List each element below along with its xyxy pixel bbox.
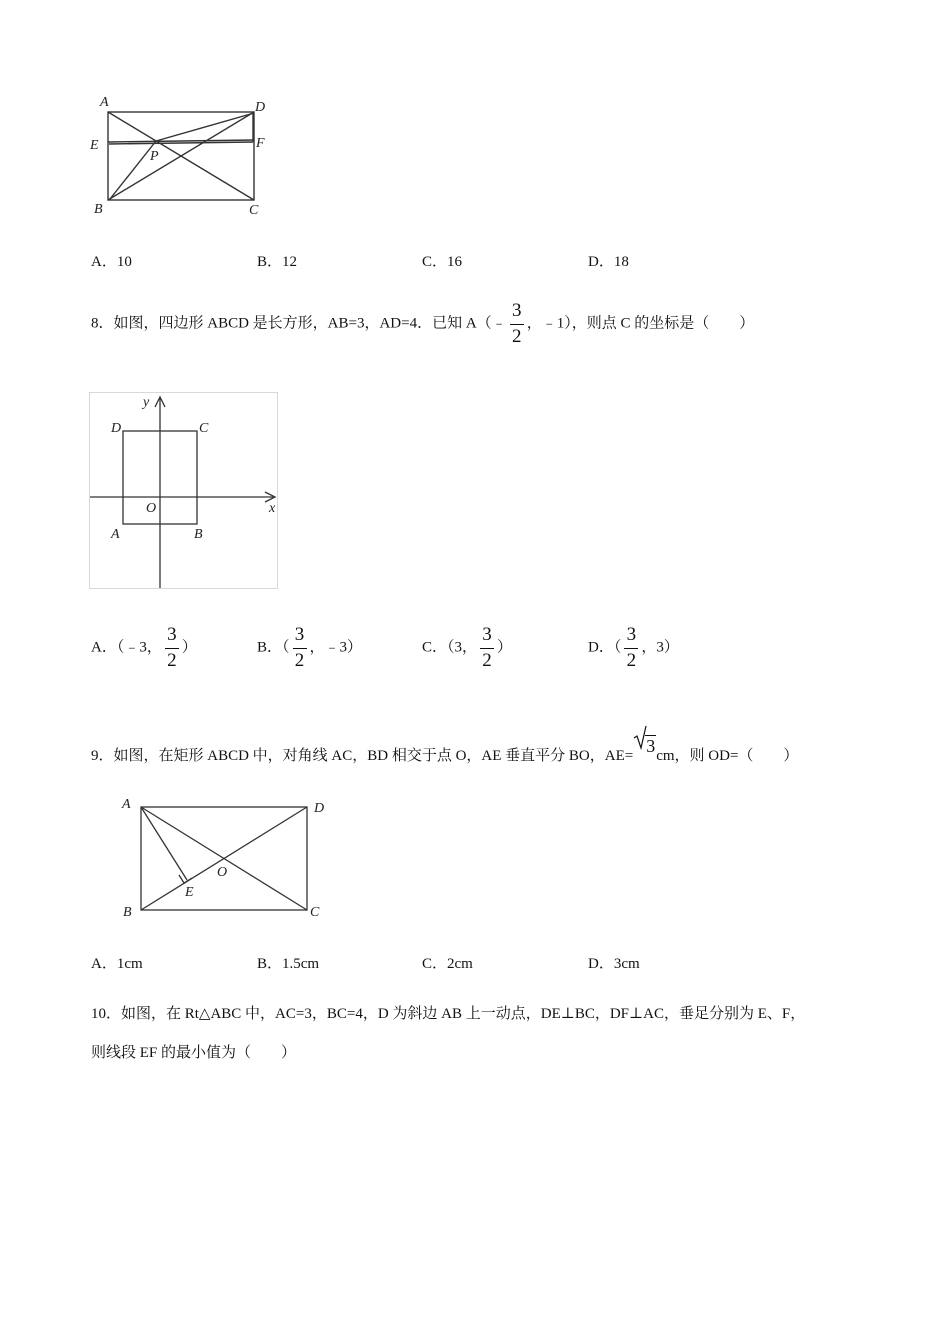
q8-frac-bar <box>510 324 524 325</box>
q9-stem-prefix: 9．如图，在矩形 ABCD 中，对角线 AC，BD 相交于点 O，AE 垂直平分 BO，AE= <box>91 748 634 764</box>
q9-label-o: O <box>217 865 228 880</box>
q7-label-a: A <box>100 95 109 110</box>
q7-label-d: D <box>255 100 266 115</box>
q9-option-b[interactable]: B．1.5cm <box>257 956 320 972</box>
q8-option-c-suffix: ） <box>497 639 513 656</box>
q8-option-c-num: 3 <box>482 623 492 645</box>
q7-label-f: F <box>256 136 265 151</box>
q7-label-b: B <box>94 202 103 217</box>
q8-label-o: O <box>146 501 157 516</box>
q8-option-a-den: 2 <box>167 649 177 671</box>
q9-option-a[interactable]: A．1cm <box>91 956 143 972</box>
q7-option-c[interactable]: C．16 <box>422 254 463 270</box>
q8-option-d[interactable] <box>588 624 679 670</box>
q9-label-c: C <box>310 905 320 920</box>
q7-option-a[interactable]: A．10 <box>91 254 132 270</box>
q8-label-b: B <box>194 527 203 542</box>
q8-option-b-fraction <box>292 625 308 671</box>
q8-option-a-bar <box>165 648 179 649</box>
q8-stem-suffix: ，﹣1），则点 C 的坐标是（ ） <box>526 315 755 332</box>
q10-stem-line1: 10．如图，在 Rt△ABC 中，AC=3，BC=4，D 为斜边 AB 上一动点，DE⊥BC，DF⊥AC，垂足分别为 E、F， <box>91 1006 806 1022</box>
q8-option-b-den: 2 <box>294 649 305 671</box>
q8-frac-den: 2 <box>511 325 522 347</box>
q8-option-c-fraction <box>479 625 495 671</box>
q9-radicand: 3 <box>646 736 656 756</box>
q9-radical-sign <box>633 724 647 750</box>
q8-option-c-bar <box>480 648 494 649</box>
q7-label-p: P <box>150 149 159 164</box>
q8-option-b-num: 3 <box>294 623 305 645</box>
q8-option-a[interactable] <box>91 624 197 670</box>
q9-figure <box>112 792 342 928</box>
q7-option-b[interactable]: B．12 <box>257 254 298 270</box>
q8-label-c: C <box>199 421 209 436</box>
q9-label-d: D <box>314 801 325 816</box>
q7-label-c: C <box>249 203 259 218</box>
q8-option-d-num: 3 <box>626 623 637 645</box>
q8-option-d-fraction <box>623 625 639 671</box>
q8-option-d-bar <box>624 648 638 649</box>
q7-segment-pd <box>156 113 254 141</box>
q8-option-d-prefix: D．（ <box>588 639 622 656</box>
q9-segment-ae <box>141 807 187 880</box>
q8-label-d: D <box>111 421 122 436</box>
q9-stem <box>91 726 798 766</box>
q9-option-d[interactable]: D．3cm <box>588 956 640 972</box>
q8-option-d-suffix: ，3） <box>641 639 679 656</box>
q7-figure <box>82 92 282 222</box>
q9-label-b: B <box>123 905 132 920</box>
q8-option-b-suffix: ，﹣3） <box>309 639 363 656</box>
q8-option-a-fraction <box>164 625 180 671</box>
q8-option-b[interactable] <box>257 624 362 670</box>
q9-label-a: A <box>122 797 131 812</box>
q8-label-a: A <box>111 527 120 542</box>
q8-option-b-prefix: B．（ <box>257 639 290 656</box>
q10-stem-line2: 则线段 EF 的最小值为（ ） <box>91 1045 297 1061</box>
q8-stem-fraction <box>509 301 525 347</box>
q8-option-a-suffix: ） <box>181 639 197 656</box>
q8-option-c[interactable] <box>422 624 512 670</box>
q8-option-c-prefix: C．（3， <box>422 639 478 656</box>
q8-label-y: y <box>143 395 150 410</box>
q8-frac-num: 3 <box>511 299 522 321</box>
q8-label-x: x <box>269 501 276 516</box>
q9-stem-suffix: cm，则 OD=（ ） <box>656 748 799 764</box>
q9-label-e: E <box>185 885 194 900</box>
q7-label-e: E <box>90 138 99 153</box>
q8-option-b-bar <box>293 648 307 649</box>
q8-option-c-den: 2 <box>482 649 492 671</box>
q9-sqrt <box>633 726 656 766</box>
q8-option-a-prefix: A．（﹣3， <box>91 639 162 656</box>
q8-option-a-num: 3 <box>167 623 177 645</box>
q9-option-c[interactable]: C．2cm <box>422 956 473 972</box>
q8-option-d-den: 2 <box>626 649 637 671</box>
q8-stem <box>91 300 754 346</box>
q9-right-angle-mark <box>179 875 192 883</box>
q7-option-d[interactable]: D．18 <box>588 254 629 270</box>
q8-figure <box>89 392 281 592</box>
q8-stem-prefix: 8．如图，四边形 ABCD 是长方形，AB=3，AD=4．已知 A（﹣ <box>91 315 507 332</box>
